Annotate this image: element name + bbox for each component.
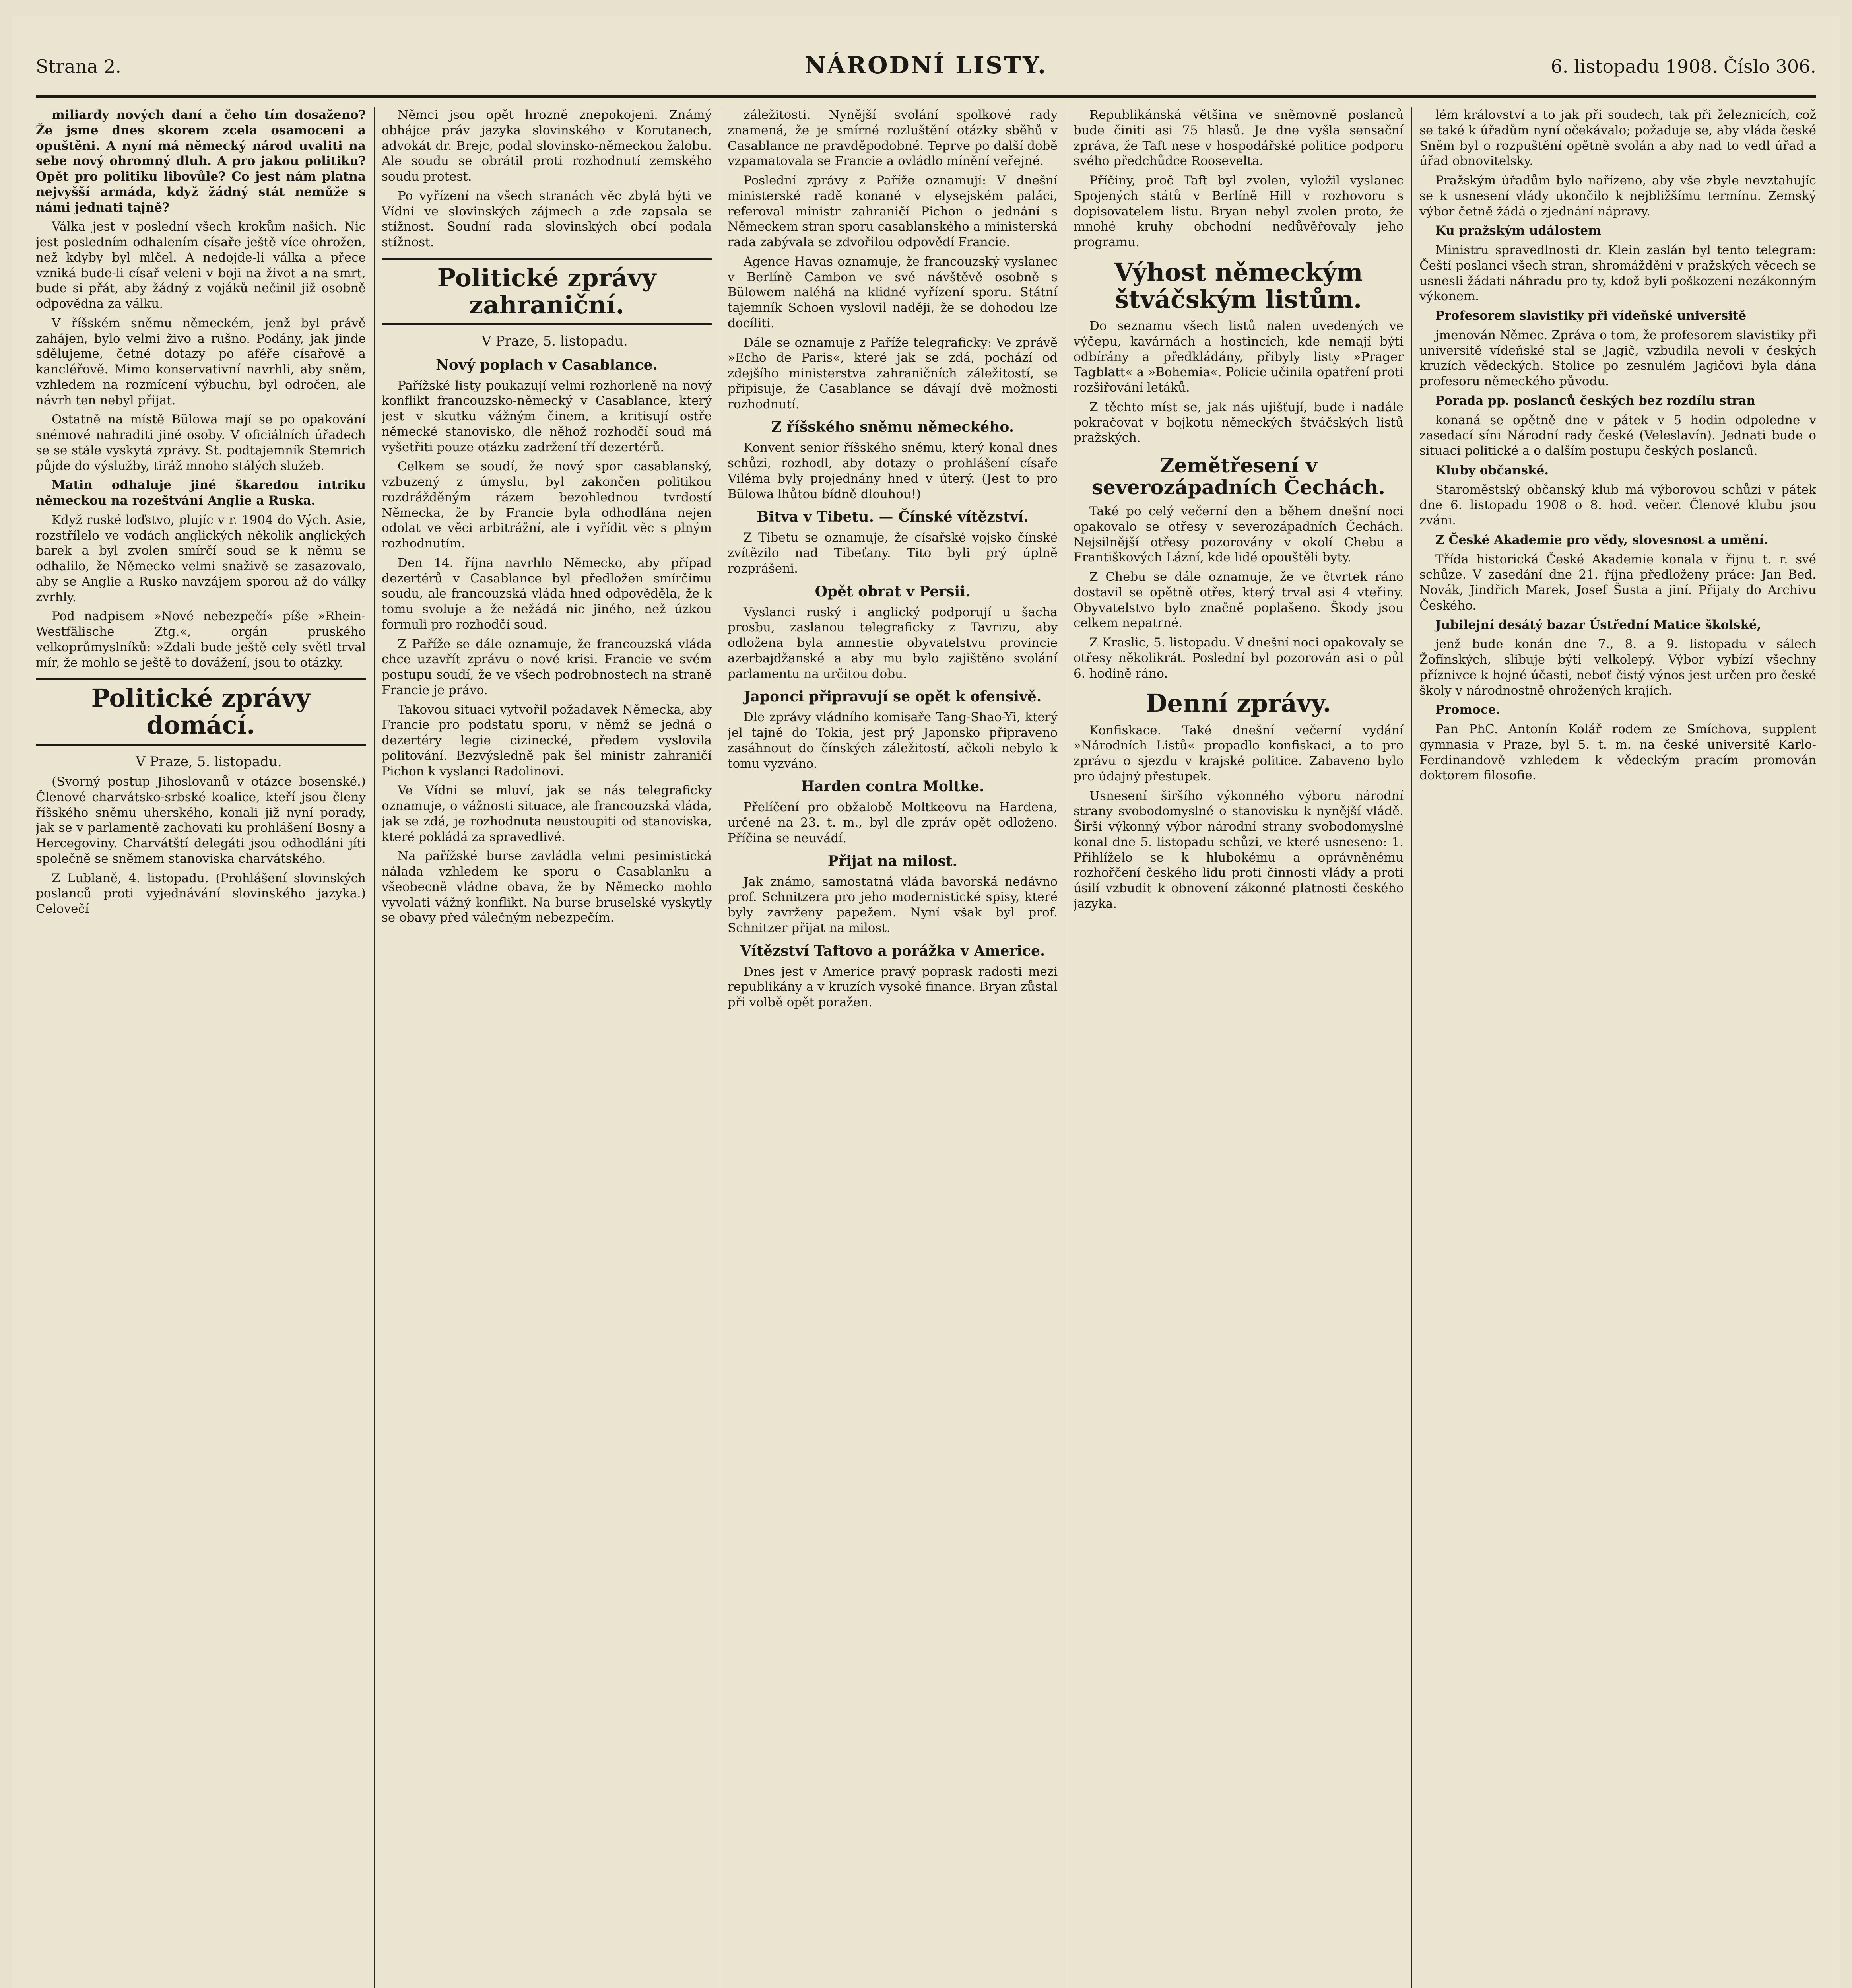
column-divider (374, 107, 375, 1988)
article-paragraph: Po vyřízení na všech stranách věc zbylá býti ve Vídni ve slovinských zájmech a zde zapsala se stížnost. Soudní rada slovinských obcí podala stížnost. (382, 188, 712, 249)
article-paragraph: Z těchto míst se, jak nás ujišťují, bude i nadále pokračovat v bojkotu německých štváčských listů pražských. (1074, 400, 1404, 445)
section-heading: Denní zprávy. (1145, 689, 1332, 718)
article-paragraph: Ostatně na místě Bülowa mají se po opakování snémové nahraditi jiné osoby. V oficiálních úřadech se se stále vyskytá zprávy. St. podtajemník Stemrich půjde do výslužby, tiráž mnoho stálých služeb. (36, 412, 366, 473)
article-paragraph: jmenován Němec. Zpráva o tom, že profesorem slavistiky při universitě vídeňské stal se Jagič, vzbudila nevoli v českých kruzích vědeckých. Stolice po zesnulém Jagičovi byla dána profesoru německého původu. (1419, 328, 1816, 388)
column-1 (36, 107, 366, 1988)
article-paragraph: Dále se oznamuje z Paříže telegraficky: Ve zprávě »Echo de Paris«, které jak se zdá, pochází od zdejšího ministerstva zahraničních záležitostí, se připisuje, že Casablance se dávají dvě možnosti rozhodnutí. (728, 335, 1058, 412)
article-subhead: Profesorem slavistiky při vídeňské universitě (1435, 309, 1747, 323)
article-paragraph: Dnes jest v Americe pravý poprask radosti mezi republikány a v kruzích vysoké finance. Bryan zůstal při volbě opět poražen. (728, 964, 1058, 1010)
article-paragraph: Z Chebu se dále oznamuje, že ve čtvrtek ráno dostavil se opětně otřes, který trval asi 4 vteřiny. Obyvatelstvo bylo značně poplašeno. Škody jsou celkem nepatrné. (1074, 570, 1404, 631)
article-heading: Bitva v Tibetu. — Čínské vítězství. (757, 509, 1029, 526)
article-paragraph: Staroměstský občanský klub má výborovou schůzi v pátek dne 6. listopadu 1908 o 8. hod. večer. Členové klubu jsou zváni. (1419, 482, 1816, 528)
section-heading: Výhost německým štváčským listům. (1114, 257, 1363, 314)
section-heading: Zemětřesení v severozápadních Čechách. (1091, 454, 1386, 499)
article-heading: Opět obrat v Persii. (815, 583, 971, 600)
article-paragraph: Usnesení širšího výkonného výboru národní strany svobodomyslné o stanovisku k nynější vládě. Širší výkonný výbor národní strany svobodomyslné konal dne 5. listopadu schůzi, ve které usneseno: 1. Přihlíželo se k hlubokému a oprávněnému rozhořčení českého lidu proti činnosti vlády a proti úsilí vzbudit k obnovení zákonné platnosti českého jazyka. (1074, 788, 1404, 911)
article-subhead: Ku pražským událostem (1435, 223, 1601, 238)
dateline: V Praze, 5. listopadu. (481, 333, 628, 349)
article-paragraph: Republikánská většina ve sněmovně poslanců bude činiti asi 75 hlasů. Je dne vyšla sensační zpráva, že Taft nese v hospodářské politice podporu svého předchůdce Roosevelta. (1074, 108, 1404, 169)
article-paragraph: Z Lublaně, 4. listopadu. (Prohlášení slovinských poslanců proti vyjednávání slovinského jazyka.) Celovečí (36, 871, 366, 916)
article-heading: Vítězství Taftovo a porážka v Americe. (740, 942, 1045, 959)
issue-date: 6. listopadu 1908. Číslo 306. (1551, 56, 1816, 77)
section-heading: Politické zprávy domácí. (91, 683, 311, 740)
article-paragraph: konaná se opětně dne v pátek v 5 hodin odpoledne v zasedací síni Národní rady české (Veleslavín). Jednati bude o situaci politické a o dalším postupu českých poslanců. (1419, 413, 1816, 458)
article-paragraph: Celkem se soudí, že nový spor casablanský, vzbuzený z úmyslu, byl zakončen politikou rozdrážděným rázem bezohlednou tvrdostí Německa, že by Francie byla odhodlána nejen odolat ve věci arbitrážní, ale i vyřídit věc s plným rozhodnutím. (382, 459, 712, 551)
article-paragraph: Z Tibetu se oznamuje, že císařské vojsko čínské zvítězilo nad Tibeťany. Tito byli prý úplně rozprášeni. (728, 530, 1058, 576)
article-paragraph: Když ruské loďstvo, plujíc v r. 1904 do Vých. Asie, rozstřílelo ve vodách anglických několik anglických barek a byl zvolen smírčí soud se k němu se odhalilo, že Německo velmi snaživě se zasazovalo, aby se Anglie a Rusko navzájem sporou až do války zvrhly. (36, 513, 366, 604)
article-paragraph: Pražským úřadům bylo nařízeno, aby vše zbyle nevztahujíc se k usnesení vlády ukončilo k nejbližšímu termínu. Zemský výbor četně žádá o zjednání nápravy. (1419, 173, 1816, 219)
column-divider (1411, 107, 1412, 1988)
article-paragraph: Na pařížské burse zavládla velmi pesimistická nálada vzhledem ke sporu o Casablanku a všeobecně vládne obava, že by Německo mohlo vyvolati vážný konflikt. Na burse bruselské vyskytly se obavy před válečným nebezpečím. (382, 849, 712, 925)
article-lead: miliardy nových daní a čeho tím dosaženo? Že jsme dnes skorem zcela osamoceni a opuštěni. A nyní má německý národ uvaliti na sebe nový ohromný dluh. A pro jakou politiku? Opět pro politiku libovůle? Co jest nám platna nejvyšší armáda, když žádný stát nemůže s námi jednati tajně? (36, 108, 366, 215)
page-header (36, 40, 1816, 83)
column-4 (1074, 107, 1404, 1988)
column-2 (382, 107, 712, 1988)
article-paragraph: Agence Havas oznamuje, že francouzský vyslanec v Berlíně Cambon ve své návštěvě osobně s Bülowem naléhá na klidné vyřízení sporu. Státní tajemník Schoen vyslovil naději, že se dohodou lze docíliti. (728, 254, 1058, 330)
article-paragraph: Přelíčení pro obžalobě Moltkeovu na Hardena, určené na 23. t. m., byl dle zpráv opět odloženo. Příčina se neuvádí. (728, 800, 1058, 845)
article-paragraph: V říšském sněmu německém, jenž byl právě zahájen, bylo velmi živo a rušno. Podány, jak jinde sdělujeme, četné dotazy po aféře císařově a kancléřově. Mimo konservativní navrhli, aby sněm, vzhledem na rozmícení výbuchu, byl odročen, ale návrh ten nebyl přijat. (36, 316, 366, 408)
article-paragraph: jenž bude konán dne 7., 8. a 9. listopadu v sálech Žofínských, slibuje býti velkolepý. Výbor vybízí všechny příznivce k hojné účasti, neboť čistý výnos jest určen pro české školy v národnostně ohrožených krajích. (1419, 637, 1816, 698)
article-heading: Harden contra Moltke. (801, 778, 984, 795)
article-subhead: Porada pp. poslanců českých bez rozdílu stran (1435, 393, 1755, 408)
newspaper-page (12, 16, 1840, 1988)
article-paragraph: lém království a to jak při soudech, tak při železnicích, což se také k úřadům nyní očekávalo; požaduje se, aby vláda české Sněm byl o rozpuštění opětně svolán a aby nad to vedl úřad a úřad obnovitelsky. (1419, 108, 1816, 169)
article-heading: Z říšského sněmu německého. (771, 419, 1014, 436)
article-paragraph: Jak známo, samostatná vláda bavorská nedávno prof. Schnitzera pro jeho modernistické spisy, které byly zavrženy papežem. Nyní však byl prof. Schnitzer přijat na milost. (728, 874, 1058, 935)
article-paragraph: Konvent senior říšského sněmu, který konal dnes schůzi, rozhodl, aby dotazy o prohlášení císaře Viléma byly projednány hned v úterý. (Jest to pro Bülowa lhůtou bídně dlouhou!) (728, 441, 1058, 501)
article-paragraph: Němci jsou opět hrozně znepokojeni. Známý obhájce práv jazyka slovinského v Korutanech, advokát dr. Brejc, podal slovinsko-německou žalobu. Ale soudu se obrátil proti rozhodnutí zemského soudu protest. (382, 108, 712, 184)
section-heading: Politické zprávy zahraniční. (437, 263, 656, 319)
article-paragraph: Třída historická České Akademie konala v řijnu t. r. své schůze. V zasedání dne 21. října předloženy práce: Jan Bed. Novák, Jindřich Marek, Josef Šusta a jiní. Přijaty do Archivu Českého. (1419, 552, 1816, 613)
section-heading-box (382, 258, 712, 325)
article-paragraph: Pan PhC. Antonín Kolář rodem ze Smíchova, supplent gymnasia v Praze, byl 5. t. m. na české universitě Karlo-Ferdinandově vzhledem k vědeckým pracím promován doktorem filosofie. (1419, 722, 1816, 783)
masthead-title: NÁRODNÍ LISTY. (804, 52, 1048, 79)
article-paragraph: Příčiny, proč Taft byl zvolen, vyložil vyslanec Spojených států v Berlíně Hill v rozhovoru s dopisovatelem listu. Bryan nebyl zvolen proto, že mnohé kruhy obchodní nedůvěřovaly jeho programu. (1074, 173, 1404, 249)
article-paragraph: Den 14. října navrhlo Německo, aby případ dezertérů v Casablance byl předložen smírčímu soudu, ale francouzská vláda hned odpověděla, že k tomu svoluje a že nežádá nic jiného, než úzkou formuli pro rozhodčí soud. (382, 555, 712, 632)
article-heading: Nový poplach v Casablance. (436, 356, 658, 373)
article-heading: Japonci připravují se opět k ofensivě. (744, 688, 1042, 705)
header-rule (36, 95, 1816, 98)
column-5 (1419, 107, 1816, 1988)
article-paragraph: Takovou situaci vytvořil požadavek Německa, aby Francie pro podstatu sporu, v němž se jedná o dezertéry legie cizinecké, předem vyslovila politování. Bezvýsledně pak šel ministr zahraničí Pichon k vyslanci Radolinovi. (382, 702, 712, 779)
article-subhead: Z České Akademie pro vědy, slovesnost a umění. (1435, 532, 1768, 547)
page-number: Strana 2. (36, 56, 121, 77)
article-heading: Přijat na milost. (827, 852, 958, 870)
article-paragraph: Poslední zprávy z Paříže oznamují: V dnešní ministerské radě konané v elysejském paláci, referoval ministr zahraničí Pichon o jednání s Německem stran sporu casablanského a ministerská rada zabývala se zdvořilou odpovědí Francie. (728, 173, 1058, 249)
article-paragraph: Do seznamu všech listů nalen uvedených ve výčepu, kavárnách a hostincích, kde nemají býti odbírány a předkládány, přibyly listy »Prager Tagblatt« a »Bohemia«. Policie učinila opatření proti rozšiřování letáků. (1074, 319, 1404, 395)
article-paragraph: Ve Vídni se mluví, jak se nás telegraficky oznamuje, o vážnosti situace, ale francouzská vláda, jak se zdá, je rozhodnuta neustoupiti od stanoviska, které pokládá za spravedlivé. (382, 783, 712, 844)
article-paragraph: Z Kraslic, 5. listopadu. V dnešní noci opakovaly se otřesy několikrát. Poslední byl pozorován asi o půl 6. hodině ráno. (1074, 635, 1404, 681)
article-paragraph: Pařížské listy poukazují velmi rozhorleně na nový konflikt francouzsko-německý v Casablance, který jest v skutku vážným činem, a kritisují ostře německé stanovisko, dle něhož rozhodčí soud má vyšetřiti pouze otázku zadržení tří dezertérů. (382, 378, 712, 454)
article-paragraph: Ministru spravedlnosti dr. Klein zaslán byl tento telegram: Čeští poslanci všech stran, shromáždění v pražských věcech se usnesli žádati náhradu pro ty, kdož byli poškozeni nezákonným výkonem. (1419, 243, 1816, 304)
article-subhead: Jubilejní desátý bazar Ústřední Matice školské, (1435, 617, 1761, 632)
article-paragraph: Také po celý večerní den a během dnešní noci opakovalo se otřesy v severozápadních Čechách. Nejsilnější otřesy pozorovány v okolí Chebu a Františkových Lázní, kde lidé opouštěli byty. (1074, 504, 1404, 565)
article-paragraph: (Svorný postup Jihoslovanů v otázce bosenské.) Členové charvátsko-srbské koalice, kteří jsou členy říšského sněmu uherského, konali již nyní porady, jak se v parlamentě zachovati ku prohlášení Bosny a Hercegoviny. Charvátští delegáti jsou odhodláni jíti společně se sněmem stanoviska charvátského. (36, 775, 366, 866)
article-paragraph: Konfiskace. Také dnešní večerní vydání »Národních Listů« propadlo konfiskaci, a to pro zprávu o sjezdu v krajské politice. Zabaveno bylo pro údajný přestupek. (1074, 723, 1404, 784)
section-heading-box (36, 678, 366, 745)
article-subhead: Promoce. (1435, 703, 1501, 717)
article-paragraph: záležitosti. Nynější svolání spolkové rady znamená, že je smírné rozluštění otázky sběhů v Casablance ne pravděpodobné. Teprve po další době vzpamatovala se Francie a ovládlo mínění veřejné. (728, 108, 1058, 169)
article-paragraph: Dle zprávy vládního komisaře Tang-Shao-Yi, který jel tajně do Tokia, jest prý Japonsko připraveno zasáhnout do čínských záležitostí, ačkoli nebylo k tomu vyzváno. (728, 710, 1058, 771)
article-paragraph: Z Paříže se dále oznamuje, že francouzská vláda chce uzavřít zprávu o nové krisi. Francie ve svém postupu soudí, že ve všech podrobnostech na straně Francie je právo. (382, 637, 712, 697)
article-paragraph: Vyslanci ruský i anglický podporují u šacha prosbu, zaslanou telegraficky z Tavrizu, aby odložena byla amnestie obyvatelstvu provincie azerbajdžanské a aby mu bylo zajištěno svolání parlamentu na určitou dobu. (728, 605, 1058, 681)
dateline: V Praze, 5. listopadu. (136, 753, 282, 770)
article-paragraph: Pod nadpisem »Nové nebezpečí« píše »Rhein-Westfälische Ztg.«, orgán pruského velkoprůmyslníků: »Zdali bude ještě cely světl trval mír, že mohlo se ještě to dovážení, jsou to otázky. (36, 609, 366, 670)
article-subhead: Matin odhaluje jiné škaredou intriku německou na rozeštvání Anglie a Ruska. (36, 478, 366, 508)
article-paragraph: Válka jest v poslední všech krokům našich. Nic jest posledním odhalením císaře ještě více ohrožen, než kdyby byl mlčel. A nedojde-li válka a přece vzniká bude-li císař veleni v boji na život a na smrt, bude si přát, aby žádný z vojáků nečinil již osobně odpovědna za válku. (36, 219, 366, 311)
article-subhead: Kluby občanské. (1435, 463, 1549, 478)
column-3 (728, 107, 1058, 1988)
